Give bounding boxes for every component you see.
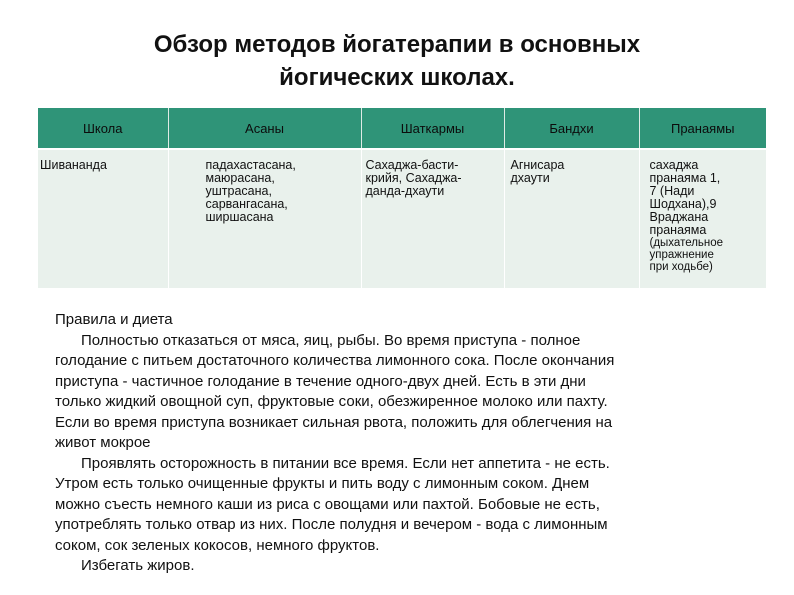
pranayama-line: пранаяма 1,	[649, 171, 721, 185]
pranayama-line: Шодхана),9	[649, 197, 717, 211]
shatkarma-line: Сахаджа-басти-	[365, 158, 459, 172]
header-pranayamas: Пранаямы	[639, 108, 766, 149]
pranayama-line: сахаджа	[649, 158, 699, 172]
text-line: Избегать жиров.	[81, 557, 195, 574]
asana-line: сарвангасана,	[205, 197, 288, 211]
page-title	[0, 28, 794, 94]
cell-school	[38, 149, 168, 288]
diet-rules-section	[55, 310, 745, 577]
table-row	[38, 149, 766, 288]
cell-bandhas	[504, 149, 639, 288]
cell-pranayamas	[639, 149, 766, 288]
title-line-2: йогических школах.	[279, 64, 515, 91]
header-bandhas: Бандхи	[504, 108, 639, 149]
text-line: Утром есть только очищенные фрукты и пить воду с лимонным соком. Днем	[55, 475, 590, 492]
text-line: живот мокрое	[55, 434, 151, 451]
cell-asanas	[168, 149, 361, 288]
pranayama-note-line: упражнение	[649, 249, 714, 261]
pranayama-line: пранаяма	[649, 223, 707, 237]
text-line: Полностью отказаться от мяса, яиц, рыбы. Во время приступа - полное	[81, 331, 581, 349]
text-line: можно съесть немного каши из риса с овощами или пахтой. Бобовые не есть,	[55, 495, 600, 513]
bandha-line: Агнисара	[510, 158, 565, 172]
header-asanas: Асаны	[168, 108, 361, 149]
header-school: Школа	[38, 108, 168, 149]
pranayama-note-line: (дыхательное	[649, 237, 724, 249]
table-header-row	[38, 108, 766, 149]
shatkarma-line: данда-дхаути	[365, 184, 445, 198]
header-shatkarmas: Шаткармы	[361, 108, 504, 149]
pranayama-line: Враджана	[649, 210, 709, 224]
text-line: употреблять только отвар из них. После полудня и вечером - вода с лимонным	[55, 516, 608, 533]
asana-line: уштрасана,	[205, 184, 272, 198]
cell-shatkarmas	[361, 149, 504, 288]
asana-line: падахастасана,	[205, 158, 296, 172]
asana-line: маюрасана,	[205, 171, 275, 185]
title-line-1: Обзор методов йогатерапии в основных	[153, 31, 641, 58]
shatkarma-line: крийя, Сахаджа-	[365, 171, 462, 185]
pranayama-note-line: при ходьбе)	[649, 261, 713, 273]
bandha-line: дхаути	[510, 171, 550, 185]
asana-line: ширшасана	[205, 210, 274, 224]
pranayama-line: 7 (Нади	[649, 184, 695, 198]
text-line: Проявлять осторожность в питании все время. Если нет аппетита - не есть.	[81, 454, 610, 472]
section-heading: Правила и диета	[55, 311, 173, 328]
text-line: приступа - частичное голодание в течение одного-двух дней. Есть в эти дни	[55, 372, 586, 390]
text-line: только жидкий овощной суп, фруктовые соки, обезжиренное молоко или пахту.	[55, 393, 608, 410]
school-name: Шивананда	[40, 158, 107, 172]
text-line: голодание с питьем достаточного количества лимонного сока. После окончания	[55, 352, 615, 369]
yoga-methods-table	[38, 108, 766, 288]
text-line: Если во время приступа возникает сильная рвота, положить для облегчения на	[55, 413, 613, 431]
text-line: соком, сок зеленых кокосов, немного фруктов.	[55, 536, 380, 554]
